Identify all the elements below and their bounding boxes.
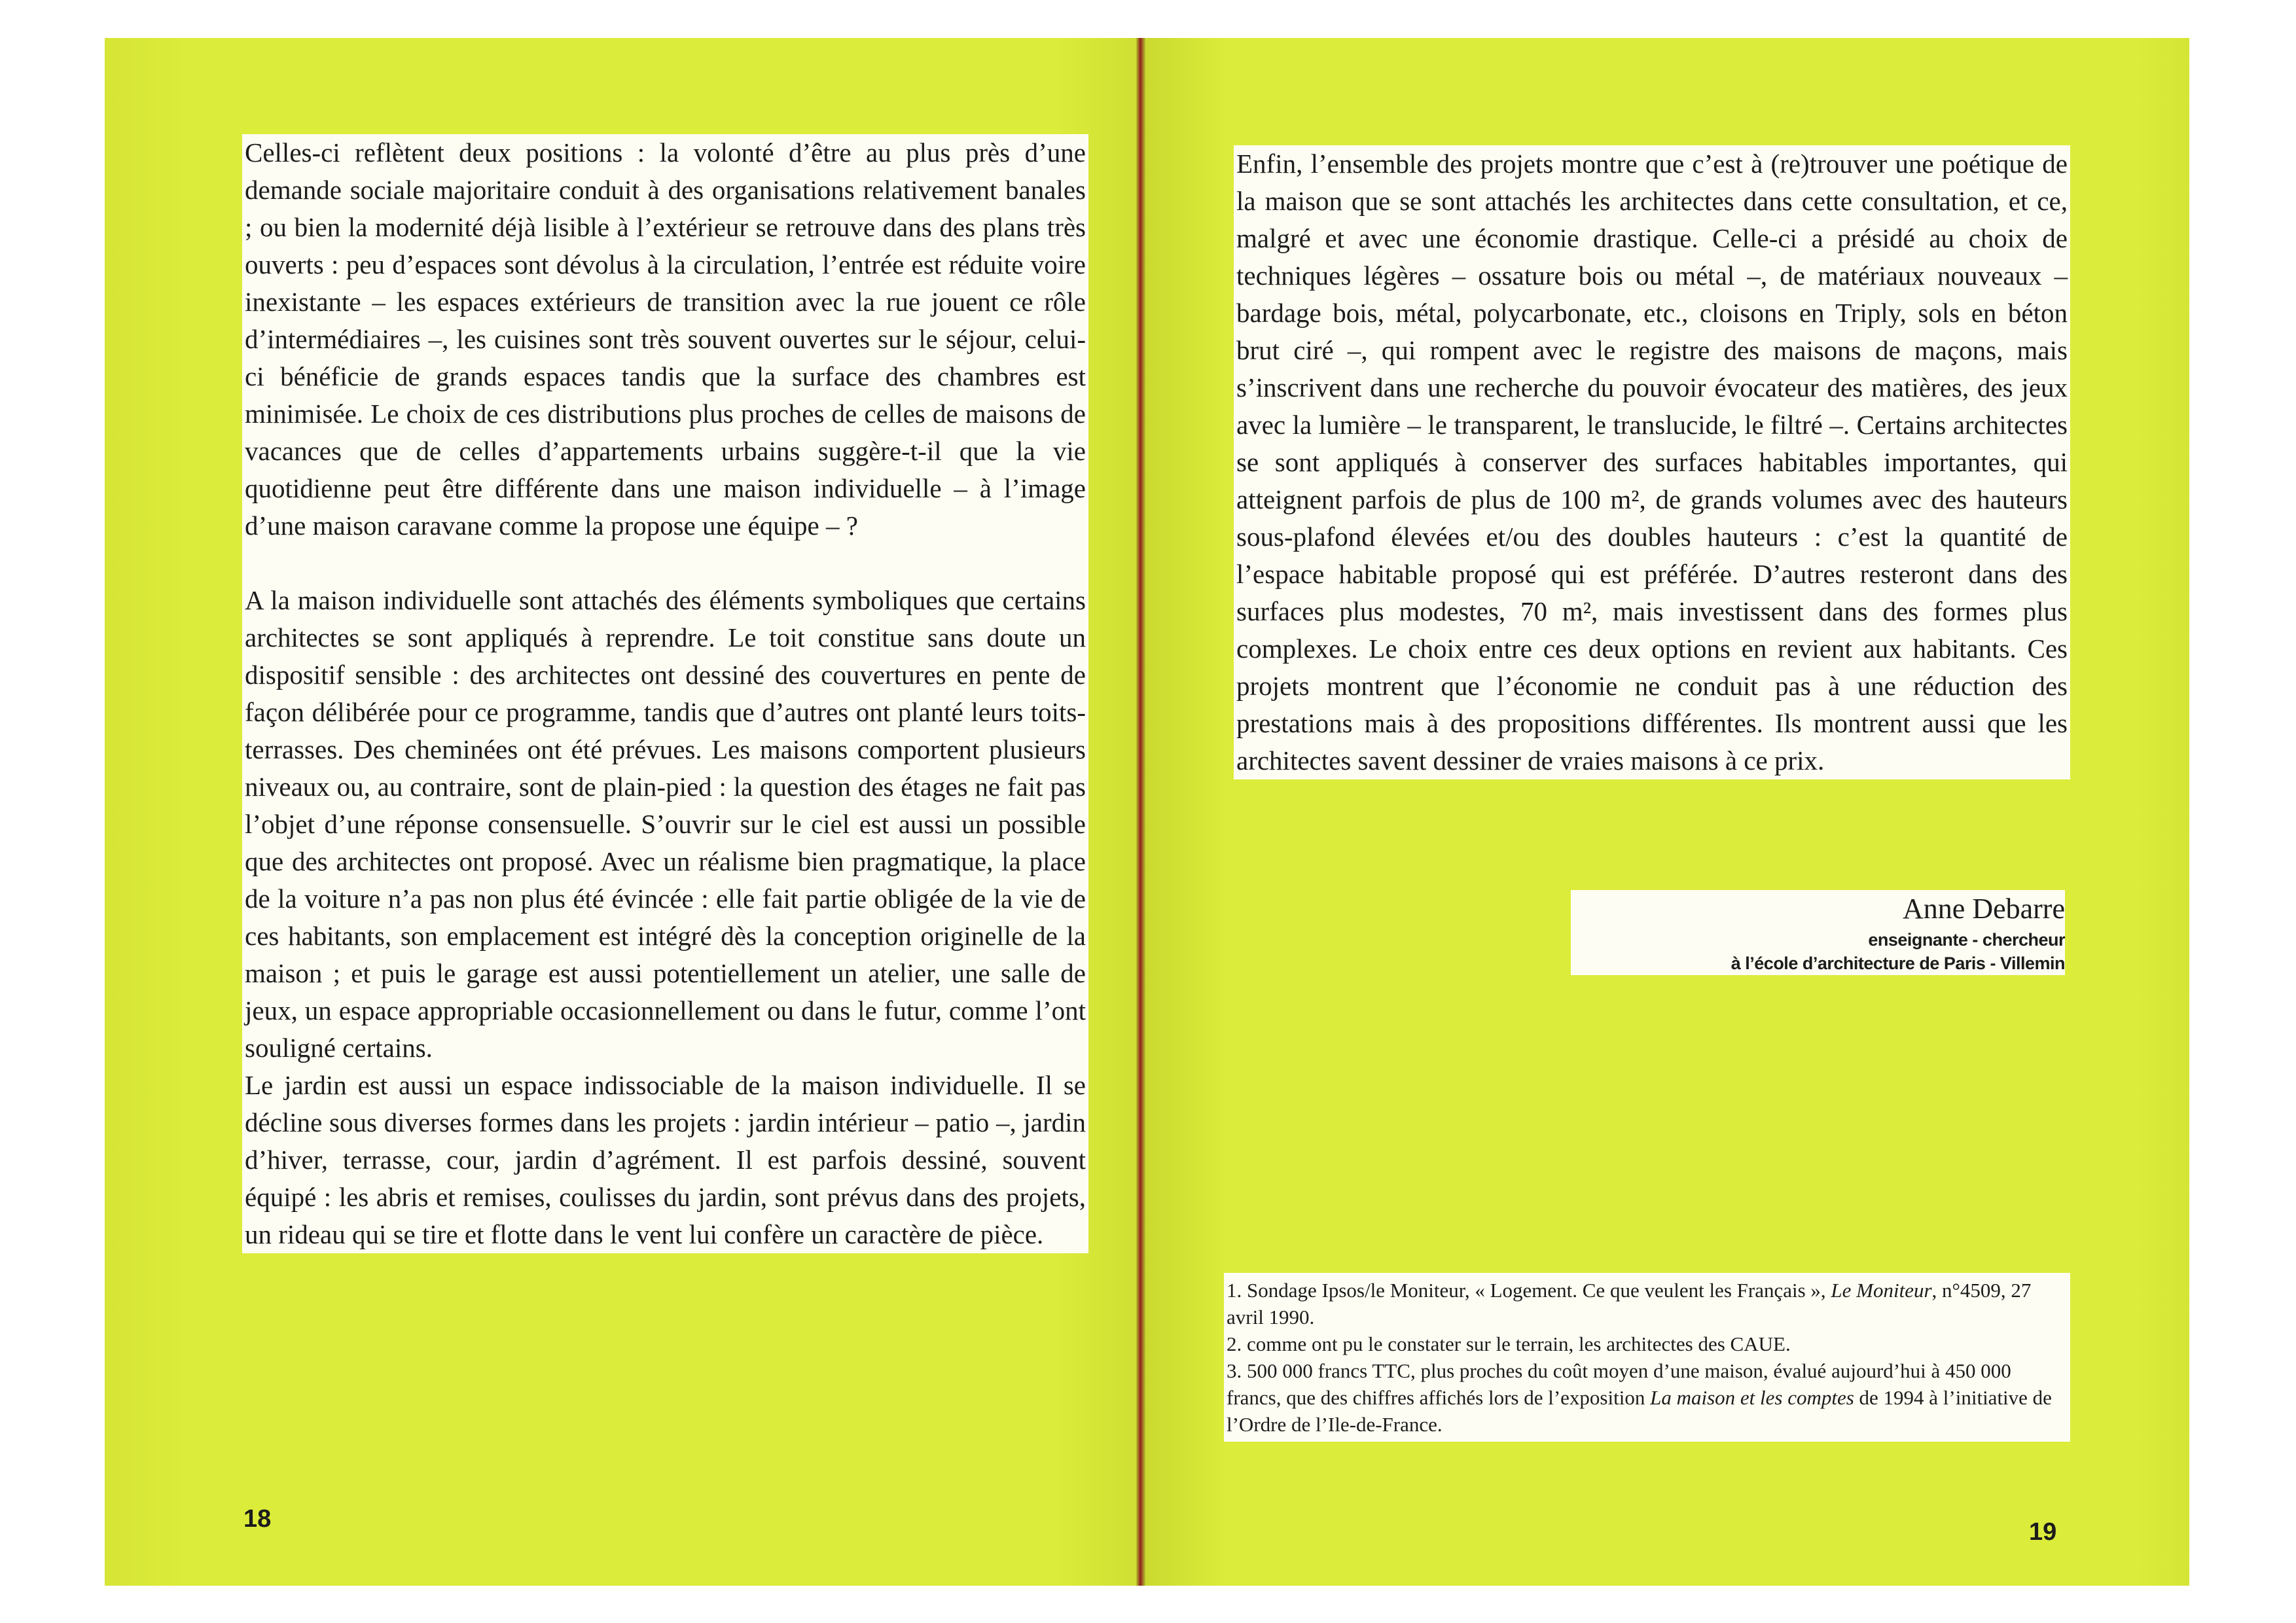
right-paragraph: Enfin, l’ensemble des projets montre que c’est à (re)trouver une poétique de la maison que se sont attachés les architectes dans cette consultation, et ce, malgré et avec une économie drastique. Celle-ci a présidé au choix de techniques légères – ossature bois ou métal –, de matériaux nouveaux – bardage bois, métal, polycarbonate, etc., cloisons en Triply, sols en béton brut ciré –, qui rompent avec le registre des maisons de maçons, mais s’inscrivent dans une recherche du pouvoir évocateur des matières, des jeux avec la lumière – le transparent, le translucide, le filtré –. Certains architectes se sont appliqués à conserver des surfaces habitables importantes, qui atteignent parfois de plus de 100 m², de grands volumes avec des hauteurs sous-plafond élevées et/ou des doubles hauteurs : c’est la quantité de l’espace habitable proposé qui est préférée. D’autres resteront dans des surfaces plus modestes, 70 m², mais investissent dans des formes plus complexes. Le choix entre ces deux options en revient aux habitants. Ces projets montrent que l’économie ne conduit pas à une réduction des prestations mais à des propositions différentes. Ils montrent aussi que les architectes savent dessiner de vraies maisons à ce prix. — [1236, 149, 2068, 776]
page-number-right: 19 — [2029, 1518, 2057, 1546]
author-role: enseignante - chercheur — [1868, 930, 2065, 950]
left-paragraph-3: Le jardin est aussi un espace indissociable de la maison individuelle. Il se décline sous diverses formes dans les projets : jardin intérieur – patio –, jardin d’hiver, terrasse, cour, jardin d’agrément. Il est parfois dessiné, souvent équipé : les abris et remises, coulisses du jardin, sont prévus dans des projets, un rideau qui se tire et flotte dans le vent lui confère un caractère de pièce. — [245, 1070, 1086, 1249]
left-body-text — [242, 134, 1088, 1253]
page-number-left: 18 — [243, 1505, 272, 1533]
footnotes — [1224, 1273, 2070, 1442]
book-gutter — [1136, 38, 1145, 1586]
right-body-text — [1234, 145, 2070, 779]
author-affiliation: à l’école d’architecture de Paris - Villemin — [1731, 954, 2065, 973]
author-signature — [1571, 890, 2065, 975]
left-paragraph-2: A la maison individuelle sont attachés des éléments symboliques que certains architectes se sont appliqués à reprendre. Le toit constitue sans doute un dispositif sensible : des architectes ont dessiné des couvertures en pente de façon délibérée pour ce programme, tandis que d’autres ont planté leurs toits-terrasses. Des cheminées ont été prévues. Les maisons comportent plusieurs niveaux ou, au contraire, sont de plain-pied : la question des étages ne fait pas l’objet d’une réponse consensuelle. S’ouvrir sur le ciel est aussi un possible que des architectes ont proposé. Avec un réalisme bien pragmatique, la place de la voiture n’a pas non plus été évincée : elle fait partie obligée de la vie de ces habitants, son emplacement est intégré dès la conception originelle de la maison ; et puis le garage est aussi potentiellement un atelier, une salle de jeux, un espace appropriable occasionnellement ou dans le futur, comme l’ont souligné certains. — [245, 585, 1086, 1063]
footnote-1: 1. Sondage Ipsos/le Moniteur, « Logement. Ce que veulent les Français », Le Moniteur, n°4509, 27 avril 1990. — [1227, 1279, 2032, 1329]
paragraph-gap — [245, 544, 1086, 582]
footnote-3: 3. 500 000 francs TTC, plus proches du coût moyen d’une maison, évalué aujourd’hui à 450 000 francs, que des chiffres affichés lors de l’exposition La maison et les comptes de 1994 à l’initiative de l’Ordre de l’Ile-de-France. — [1227, 1359, 2052, 1436]
left-paragraph-1: Celles-ci reflètent deux positions : la volonté d’être au plus près d’une demande sociale majoritaire conduit à des organisations relativement banales ; ou bien la modernité déjà lisible à l’extérieur se retrouve dans des plans très ouverts : peu d’espaces sont dévolus à la circulation, l’entrée est réduite voire inexistante – les espaces extérieurs de transition avec la rue jouent ce rôle d’intermédiaires –, les cuisines sont très souvent ouvertes sur le séjour, celui-ci bénéficie de grands espaces tandis que la surface des chambres est minimisée. Le choix de ces distributions plus proches de celles de maisons de vacances que de celles d’appartements urbains suggère-t-il que la vie quotidienne peut être différente dans une maison individuelle – à l’image d’une maison caravane comme la propose une équipe – ? — [245, 137, 1086, 541]
author-name: Anne Debarre — [1903, 893, 2065, 925]
footnote-2: 2. comme ont pu le constater sur le terrain, les architectes des CAUE. — [1227, 1332, 1791, 1355]
